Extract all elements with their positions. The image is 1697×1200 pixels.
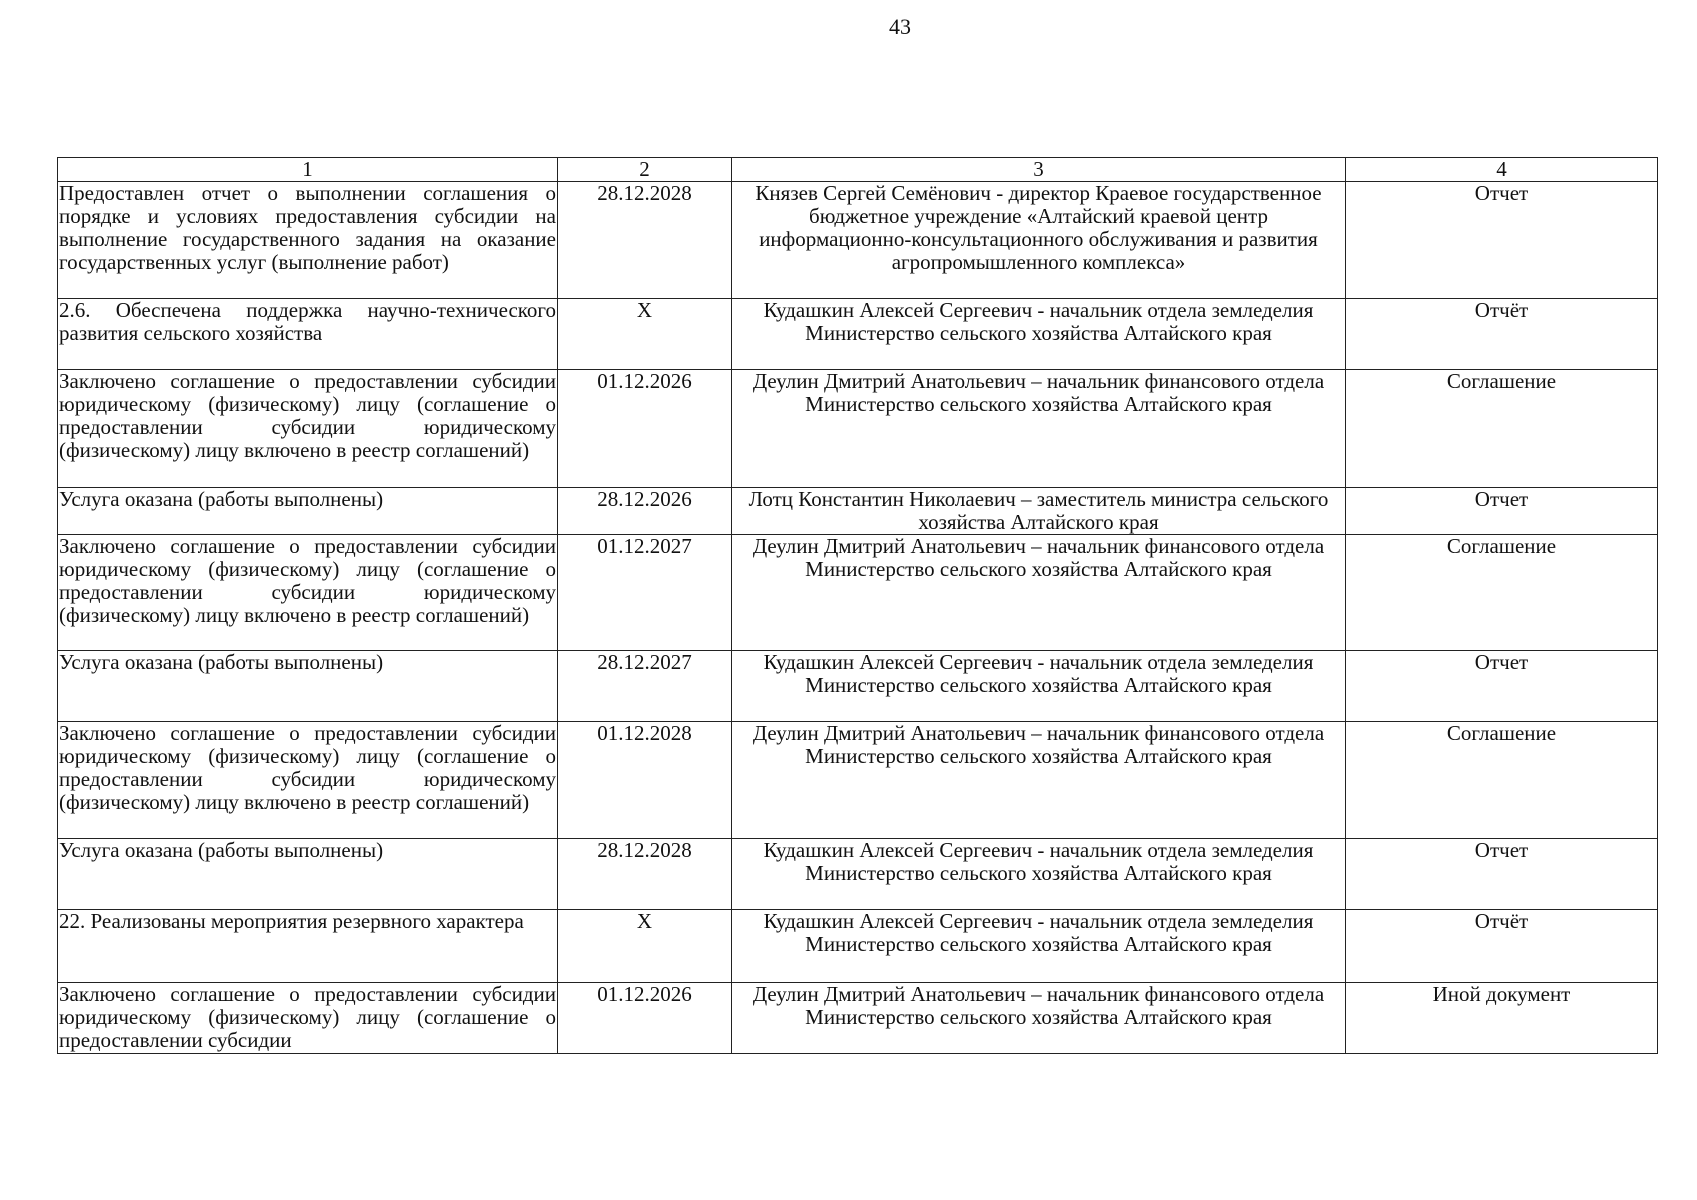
page-number: 43 [889,14,911,39]
result-description-cell: Предоставлен отчет о выполнении соглашения о порядке и условиях предоставления субсидии на выполнение государственного задания на оказание государственных услуг (выполнение работ) [58,182,558,299]
table-row [58,722,1658,839]
table-row [58,839,1658,910]
date-cell: 01.12.2028 [558,722,732,839]
document-type-cell: Отчет [1346,488,1658,535]
date-cell: 01.12.2026 [558,370,732,488]
result-description-cell: Заключено соглашение о предоставлении субсидии юридическому (физическому) лицу (соглашение о предоставлении субсидии [59,982,556,1052]
responsible-person-cell: Деулин Дмитрий Анатольевич – начальник финансового отдела Министерство сельского хозяйства Алтайского края [732,722,1346,839]
responsible-person-cell: Князев Сергей Семёнович - директор Краевое государственное бюджетное учреждение «Алтайский краевой центр информационно-консультационного обслуживания и развития агропромышленного комплекса» [732,182,1346,299]
document-type-cell: Отчет [1346,182,1658,299]
responsible-person-cell: Лотц Константин Николаевич – заместитель министра сельского хозяйства Алтайского края [732,488,1346,535]
table-row [58,983,1658,1054]
table-row [58,488,1658,535]
result-description-cell: 2.6. Обеспечена поддержка научно-технического развития сельского хозяйства [58,299,558,370]
responsible-person-cell: Деулин Дмитрий Анатольевич – начальник финансового отдела Министерство сельского хозяйства Алтайского края [732,370,1346,488]
responsible-person-cell: Кудашкин Алексей Сергеевич - начальник отдела земледелия Министерство сельского хозяйства Алтайского края [732,651,1346,722]
result-description-cell: Заключено соглашение о предоставлении субсидии юридическому (физическому) лицу (соглашение о предоставлении субсидии юридическому (физическому) лицу включено в реестр соглашений) [58,722,558,839]
document-type-cell: Иной документ [1346,983,1658,1054]
column-header: 2 [558,158,732,182]
table-row [58,370,1658,488]
date-cell: 28.12.2028 [558,182,732,299]
column-header: 3 [732,158,1346,182]
document-type-cell: Отчёт [1346,299,1658,370]
date-cell: 28.12.2027 [558,651,732,722]
result-description-cell: Услуга оказана (работы выполнены) [58,651,558,722]
result-description-cell: 22. Реализованы мероприятия резервного характера [58,910,558,983]
column-header: 4 [1346,158,1658,182]
date-cell: 28.12.2028 [558,839,732,910]
date-cell: X [558,299,732,370]
responsible-person-cell: Деулин Дмитрий Анатольевич – начальник финансового отдела Министерство сельского хозяйства Алтайского края [732,535,1346,651]
date-cell: 01.12.2026 [558,983,732,1054]
table-header-row [58,158,1658,182]
date-cell: 28.12.2026 [558,488,732,535]
responsible-person-cell: Кудашкин Алексей Сергеевич - начальник отдела земледелия Министерство сельского хозяйства Алтайского края [732,839,1346,910]
result-description-cell: Заключено соглашение о предоставлении субсидии юридическому (физическому) лицу (соглашение о предоставлении субсидии юридическому (физическому) лицу включено в реестр соглашений) [58,370,558,488]
responsible-person-cell: Кудашкин Алексей Сергеевич - начальник отдела земледелия Министерство сельского хозяйства Алтайского края [732,910,1346,983]
document-type-cell: Соглашение [1346,722,1658,839]
responsible-person-cell: Кудашкин Алексей Сергеевич - начальник отдела земледелия Министерство сельского хозяйства Алтайского края [732,299,1346,370]
results-table [57,157,1658,1054]
document-type-cell: Отчет [1346,651,1658,722]
document-type-cell: Отчёт [1346,910,1658,983]
date-cell: 01.12.2027 [558,535,732,651]
responsible-person-cell: Деулин Дмитрий Анатольевич – начальник финансового отдела Министерство сельского хозяйства Алтайского края [732,983,1346,1054]
table-row [58,182,1658,299]
result-description-cell: Заключено соглашение о предоставлении субсидии юридическому (физическому) лицу (соглашение о предоставлении субсидии юридическому (физическому) лицу включено в реестр соглашений) [58,535,558,651]
result-description-cell: Услуга оказана (работы выполнены) [58,839,558,910]
table-row [58,299,1658,370]
document-type-cell: Соглашение [1346,370,1658,488]
document-type-cell: Соглашение [1346,535,1658,651]
document-type-cell: Отчет [1346,839,1658,910]
result-description-cell: Услуга оказана (работы выполнены) [58,488,558,535]
column-header: 1 [58,158,558,182]
date-cell: X [558,910,732,983]
table-row [58,651,1658,722]
table-row [58,535,1658,651]
table-row [58,910,1658,983]
